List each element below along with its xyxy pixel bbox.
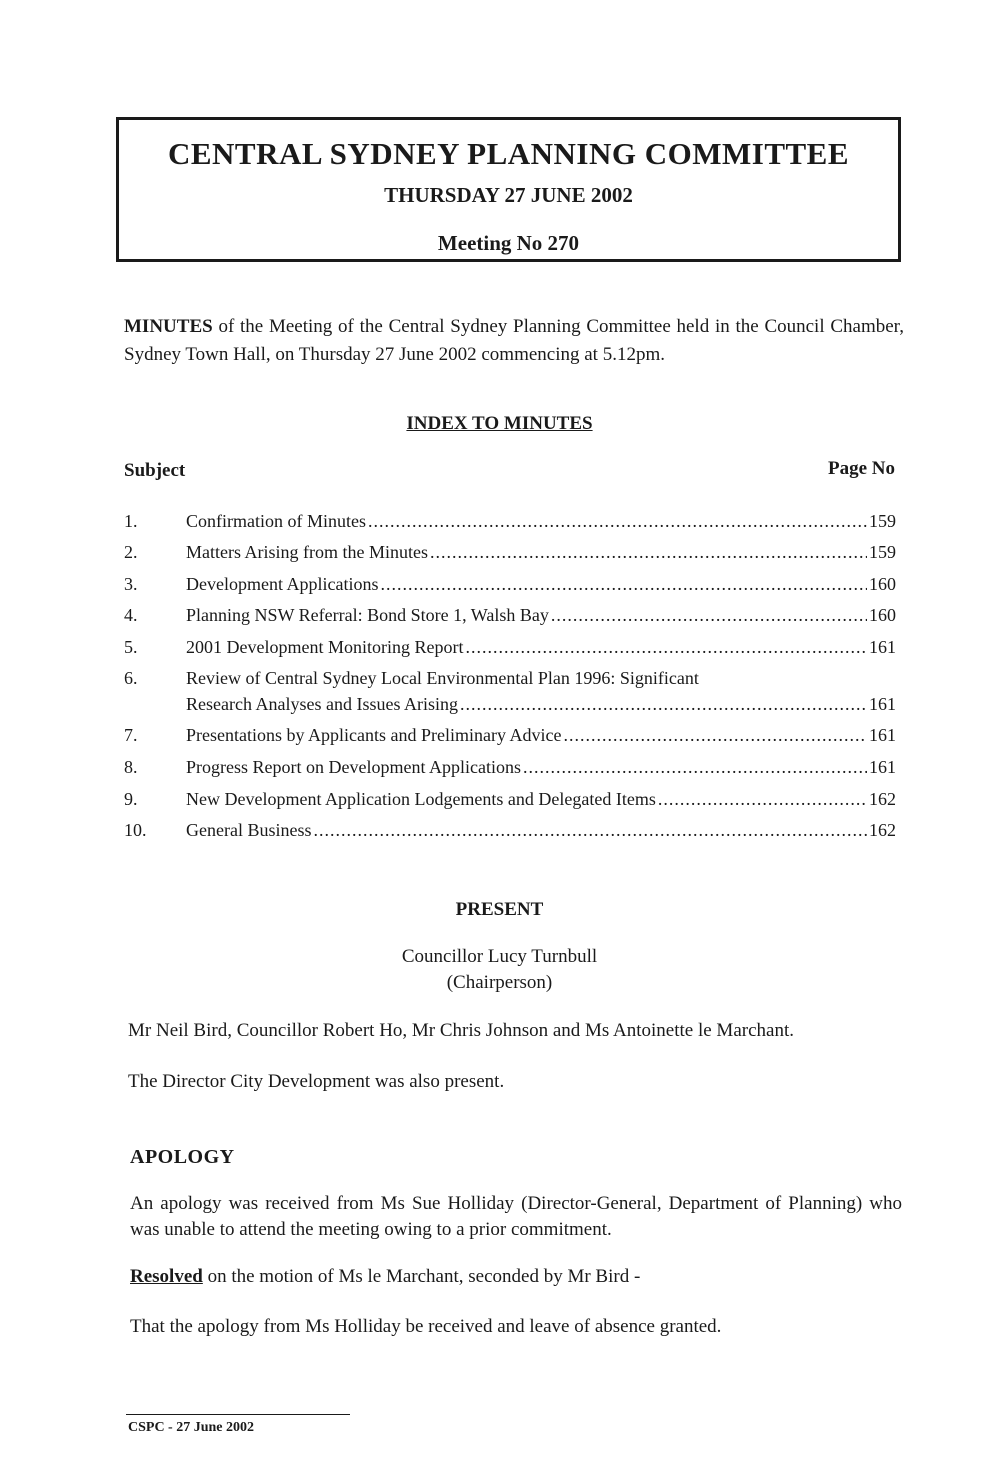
page-no-header: Page No xyxy=(827,458,895,479)
index-item-number: 2. xyxy=(124,542,138,562)
committee-title: CENTRAL SYDNEY PLANNING COMMITTEE xyxy=(167,136,850,171)
index-item-text-line1: Review of Central Sydney Local Environmental Plan 1996: Significant xyxy=(186,668,699,688)
apology-paragraph: An apology was received from Ms Sue Holliday (Director-General, Department of Planning) who was unable to attend the meeting owing to a prior commitment. xyxy=(130,1193,902,1240)
dot-leader xyxy=(430,539,867,565)
index-item-page: 161 xyxy=(869,637,896,657)
index-item-text: General Business xyxy=(186,820,312,840)
index-item-text: Matters Arising from the Minutes xyxy=(186,542,428,562)
chairperson-role: (Chairperson) xyxy=(446,972,553,993)
index-item-page: 161 xyxy=(869,725,896,745)
intro-text: of the Meeting of the Central Sydney Planning Committee held in the Council Chamber, Sydney Town Hall, on Thursday 27 June 2002 commencing at 5.12pm. xyxy=(124,316,904,365)
members-present: Mr Neil Bird, Councillor Robert Ho, Mr Chris Johnson and Ms Antoinette le Marchant. xyxy=(128,1020,794,1041)
footer-text: CSPC - 27 June 2002 xyxy=(128,1420,255,1435)
index-item-text: Planning NSW Referral: Bond Store 1, Walsh Bay xyxy=(186,605,549,625)
resolved-paragraph xyxy=(130,1266,640,1288)
dot-leader xyxy=(551,602,867,628)
index-item-text: Progress Report on Development Applications xyxy=(186,757,521,777)
index-item-number: 8. xyxy=(124,757,138,777)
index-item-number: 4. xyxy=(124,605,138,625)
index-item-page: 162 xyxy=(869,789,896,809)
meeting-number: Meeting No 270 xyxy=(437,231,580,255)
index-item-number: 3. xyxy=(124,574,138,594)
dot-leader xyxy=(658,786,867,812)
intro-paragraph xyxy=(124,313,904,369)
dot-leader xyxy=(368,508,867,534)
index-item-page: 162 xyxy=(869,820,896,840)
subject-header: Subject xyxy=(124,460,186,481)
present-heading: PRESENT xyxy=(455,899,544,920)
index-item-page: 159 xyxy=(869,542,896,562)
index-item-text: Presentations by Applicants and Preliminary Advice xyxy=(186,725,562,745)
index-item-text: New Development Application Lodgements and Delegated Items xyxy=(186,789,656,809)
dot-leader xyxy=(380,571,867,597)
index-item-text: 2001 Development Monitoring Report xyxy=(186,637,464,657)
director-present: The Director City Development was also present. xyxy=(128,1071,505,1092)
index-item-page: 161 xyxy=(869,694,896,714)
dot-leader xyxy=(563,722,867,748)
footer-rule xyxy=(126,1414,350,1415)
resolved-word: Resolved xyxy=(130,1266,203,1287)
index-item-number: 1. xyxy=(124,511,138,531)
dot-leader xyxy=(460,691,867,717)
index-item-text: Research Analyses and Issues Arising xyxy=(186,694,458,714)
index-item-number: 7. xyxy=(124,725,138,745)
header-box xyxy=(116,117,901,262)
index-item-page: 160 xyxy=(869,605,896,625)
index-item-text: Confirmation of Minutes xyxy=(186,511,366,531)
index-title: INDEX TO MINUTES xyxy=(406,413,593,434)
chairperson-name: Councillor Lucy Turnbull xyxy=(401,946,598,967)
index-item-page: 159 xyxy=(869,511,896,531)
resolved-text: on the motion of Ms le Marchant, seconded by Mr Bird - xyxy=(202,1266,641,1287)
meeting-date: THURSDAY 27 JUNE 2002 xyxy=(384,183,633,207)
dot-leader xyxy=(465,634,867,660)
index-item-number: 5. xyxy=(124,637,138,657)
index-item-page: 161 xyxy=(869,757,896,777)
apology-heading: APOLOGY xyxy=(130,1146,235,1168)
resolution-text: That the apology from Ms Holliday be received and leave of absence granted. xyxy=(130,1316,722,1337)
index-item-page: 160 xyxy=(869,574,896,594)
dot-leader xyxy=(523,754,867,780)
index-item-number: 6. xyxy=(124,668,138,688)
dot-leader xyxy=(313,817,867,843)
index-item-text: Development Applications xyxy=(186,574,379,594)
index-item-number: 10. xyxy=(124,820,147,840)
intro-lead: MINUTES xyxy=(124,316,213,337)
index-item-number: 9. xyxy=(124,789,138,809)
